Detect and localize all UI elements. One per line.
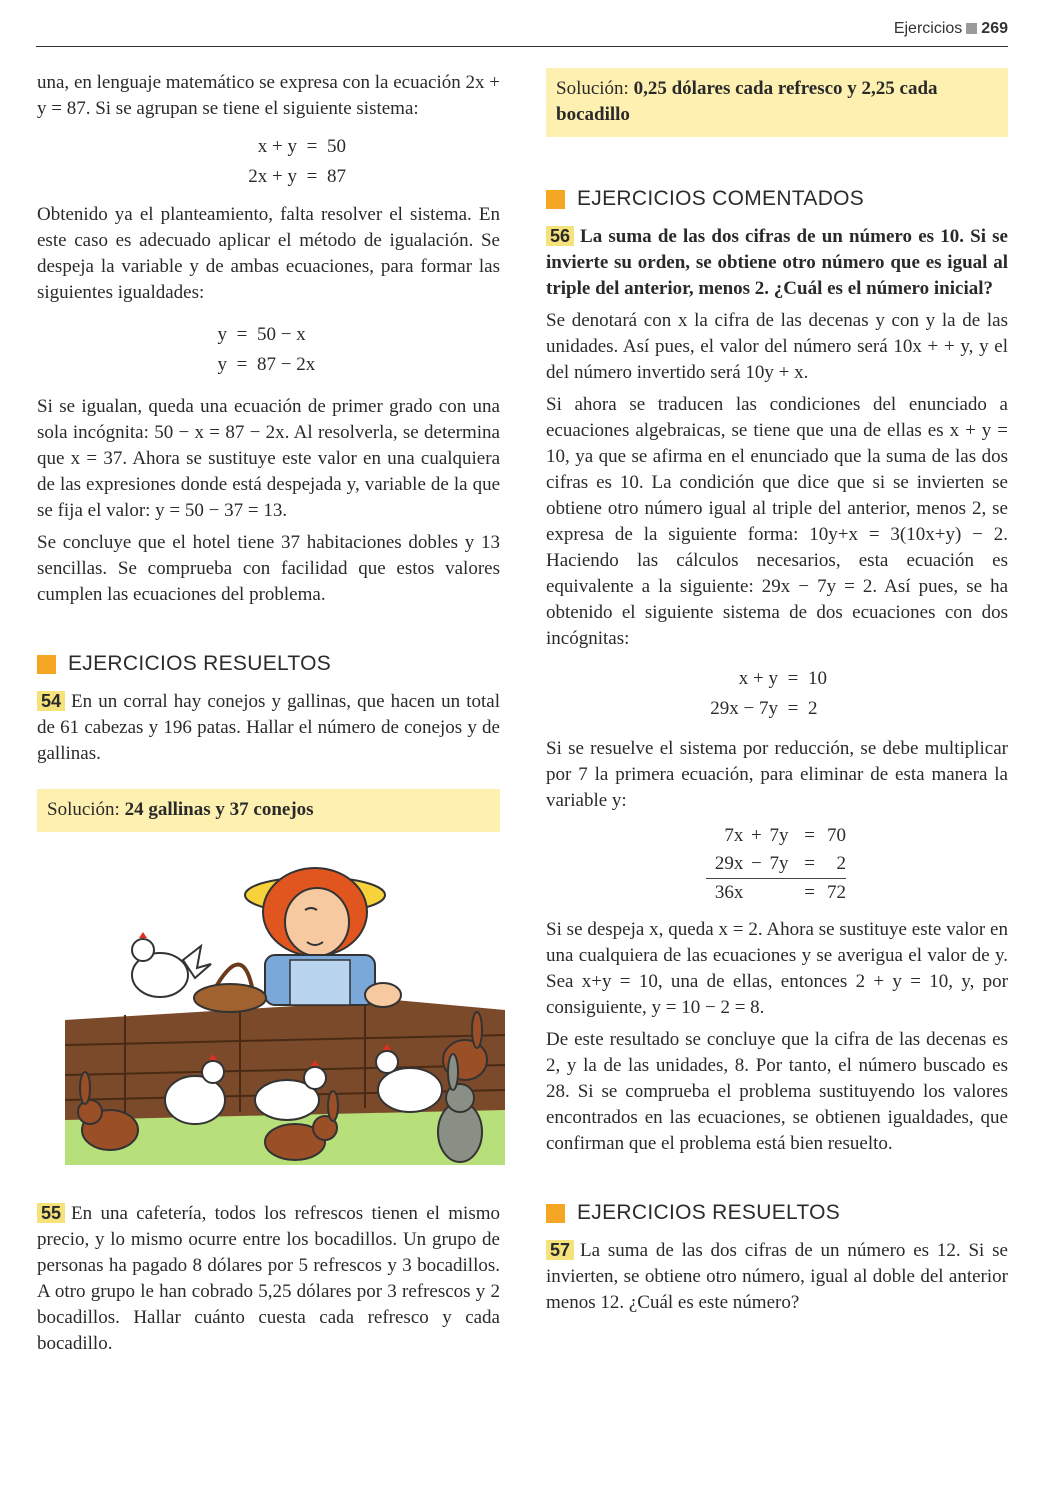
term: 7x xyxy=(724,825,744,846)
result: 72 xyxy=(827,882,846,903)
exercise-54 xyxy=(37,688,500,767)
page-number: 269 xyxy=(981,20,1008,37)
solution-value: 0,25 dólares cada refresco y 2,25 cada bocadillo xyxy=(556,78,938,125)
running-head xyxy=(894,20,1008,38)
operator xyxy=(743,879,769,907)
equation-system xyxy=(696,664,1008,724)
farm-illustration xyxy=(65,850,505,1170)
section-title: EJERCICIOS RESUELTOS xyxy=(68,652,332,675)
section-heading xyxy=(546,187,1008,211)
separator-square-icon xyxy=(966,23,977,34)
equation: 29x − 7y = 2 xyxy=(696,694,1008,724)
equals: = xyxy=(804,853,815,874)
paragraph: Si ahora se traducen las condiciones del enunciado a ecuaciones algebraicas, se tiene que una de ellas es x + y = 10, ya que se afirma en el enunciado que la suma de las dos cifras es 10. La condición que dice que si se invierten se obtiene otro número igual al triple del anterior, menos 2, se expresa de la siguiente forma: 10y+x = 3(10x+y) − 2. Haciendo las cálculos necesarios, esta ecuación es equivalente a la siguiente: 29x − 7y = 2. Así pues, se ha obtenido el siguiente sistema de dos ecuaciones con dos incógnitas: xyxy=(546,394,1008,649)
exercise-56 xyxy=(546,223,1008,302)
section-title: EJERCICIOS COMENTADOS xyxy=(577,187,865,210)
operator: − xyxy=(751,853,762,874)
exercise-55 xyxy=(37,1200,500,1357)
equals: = xyxy=(804,882,815,903)
equation-lhs: y xyxy=(217,324,227,345)
solution-value: 24 gallinas y 37 conejos xyxy=(124,799,314,820)
section-heading xyxy=(37,652,500,676)
result: 2 xyxy=(836,853,846,874)
term: 29x xyxy=(714,853,744,874)
equation-lhs: x + y xyxy=(738,668,778,689)
left-column xyxy=(37,70,500,1357)
exercise-57 xyxy=(546,1237,1008,1316)
equation: x + y = 50 xyxy=(209,132,500,162)
section-heading xyxy=(546,1201,1008,1225)
exercise-number: 56 xyxy=(546,226,574,246)
equation-lhs: y xyxy=(217,354,227,375)
paragraph: Si se despeja x, queda x = 2. Ahora se sustituye este valor en una cualquiera de las ecuaciones y se averigua el valor de y. Sea x+y = 10, una de ellas, entonces 2 + y = 10, y, por consiguiente, y = 10 − 2 = 8. xyxy=(546,919,1008,1018)
solution-box xyxy=(37,789,500,832)
orange-square-icon xyxy=(546,1204,565,1223)
result: 70 xyxy=(827,825,846,846)
term: 7y xyxy=(769,825,789,846)
right-column xyxy=(546,68,1008,1316)
basket xyxy=(194,965,266,1013)
exercise-number: 55 xyxy=(37,1203,65,1223)
section-title: EJERCICIOS RESUELTOS xyxy=(577,1201,841,1224)
paragraph: De este resultado se concluye que la cifra de las decenas es 2, y la de las unidades, 8. Por tanto, el número buscado es 28. Si se comprueba el problema sustituyendo los valores encontrados en las ecuaciones, se obtienen igualdades, que confirman que el problema está bien resuelto. xyxy=(546,1029,1008,1154)
equation-rhs: 50 − x xyxy=(257,324,306,345)
orange-square-icon xyxy=(546,190,565,209)
equation: 2x + y = 87 xyxy=(209,162,500,192)
exercise-text: En una cafetería, todos los refrescos tienen el mismo precio, y lo mismo ocurre entre los bocadillos. Un grupo de personas ha pagado 8 dólares por 5 refrescos y 3 bocadillos. A otro grupo le han cobrado 5,25 dólares por 3 refrescos y 2 bocadillos. Hallar cuánto cuesta cada refresco y cada bocadillo. xyxy=(37,1203,500,1354)
equation-rhs: 2 xyxy=(808,698,818,719)
solution-label: Solución: xyxy=(47,799,120,820)
page-header xyxy=(36,0,1008,47)
equation-lhs: 29x − 7y xyxy=(710,698,778,719)
paragraph: Si se igualan, queda una ecuación de primer grado con una sola incógnita: 50 − x = 87 − 2x. Al resolverla, se determina que x = 37. Ahora se sustituye este valor en una cualquiera de las expresiones donde está despejada y, variable de la que se fija el valor: y = 50 − 37 = 13. xyxy=(37,396,500,521)
farmer-woman xyxy=(245,868,401,1007)
equation-rhs: 10 xyxy=(808,668,827,689)
equation: y = 87 − 2x xyxy=(209,350,500,380)
term xyxy=(769,879,801,907)
paragraph: una, en lenguaje matemático se expresa con la ecuación 2x + y = 87. Si se agrupan se tiene el siguiente sistema: xyxy=(37,72,500,119)
reduction-sum xyxy=(706,822,846,907)
exercise-number: 57 xyxy=(546,1240,574,1260)
equation-rhs: 50 xyxy=(327,136,346,157)
equals: = xyxy=(804,825,815,846)
exercise-text: En un corral hay conejos y gallinas, que hacen un total de 61 cabezas y 196 patas. Hallar el número de conejos y de gallinas. xyxy=(37,691,500,764)
sum-row xyxy=(706,822,846,850)
solution-label: Solución: xyxy=(556,78,629,99)
equation-rhs: 87 − 2x xyxy=(257,354,316,375)
equation: y = 50 − x xyxy=(209,320,500,350)
equation-lhs: x + y xyxy=(257,136,297,157)
orange-square-icon xyxy=(37,655,56,674)
paragraph: Se denotará con x la cifra de las decenas y con y la de las unidades. Así pues, el valor del número será 10x + + y, y el del número invertido será 10y + x. xyxy=(546,310,1008,383)
sum-row xyxy=(706,878,846,907)
term: 36x xyxy=(714,882,744,903)
equation-rhs: 87 xyxy=(327,166,346,187)
equation-lhs: 2x + y xyxy=(248,166,297,187)
operator: + xyxy=(751,825,762,846)
equation-system-1 xyxy=(209,132,500,192)
paragraph: Se concluye que el hotel tiene 37 habitaciones dobles y 13 sencillas. Se comprueba con facilidad que estos valores cumplen las ecuaciones del problema. xyxy=(37,532,500,605)
solution-box xyxy=(546,68,1008,137)
paragraph: Obtenido ya el planteamiento, falta resolver el sistema. En este caso es adecuado aplicar el método de igualación. Se despeja la variable y de ambas ecuaciones, para formar las siguientes igualdades: xyxy=(37,204,500,303)
paragraph: Si se resuelve el sistema por reducción, se debe multiplicar por 7 la primera ecuación, para eliminar de esta manera la variable y: xyxy=(546,738,1008,811)
equation-system-2 xyxy=(209,320,500,380)
exercise-text: La suma de las dos cifras de un número es 12. Si se invierten, se obtiene otro número, igual al doble del anterior menos 12. ¿Cuál es este número? xyxy=(546,1240,1008,1313)
hen xyxy=(132,932,211,997)
exercise-text: La suma de las dos cifras de un número es 10. Si se invierte su orden, se obtiene otro número que es igual al triple del anterior, menos 2. ¿Cuál es el número inicial? xyxy=(546,226,1008,299)
equation: x + y = 10 xyxy=(696,664,1008,694)
term: 7y xyxy=(769,853,789,874)
section-name: Ejercicios xyxy=(893,20,963,37)
exercise-number: 54 xyxy=(37,691,65,711)
sum-row xyxy=(706,850,846,878)
